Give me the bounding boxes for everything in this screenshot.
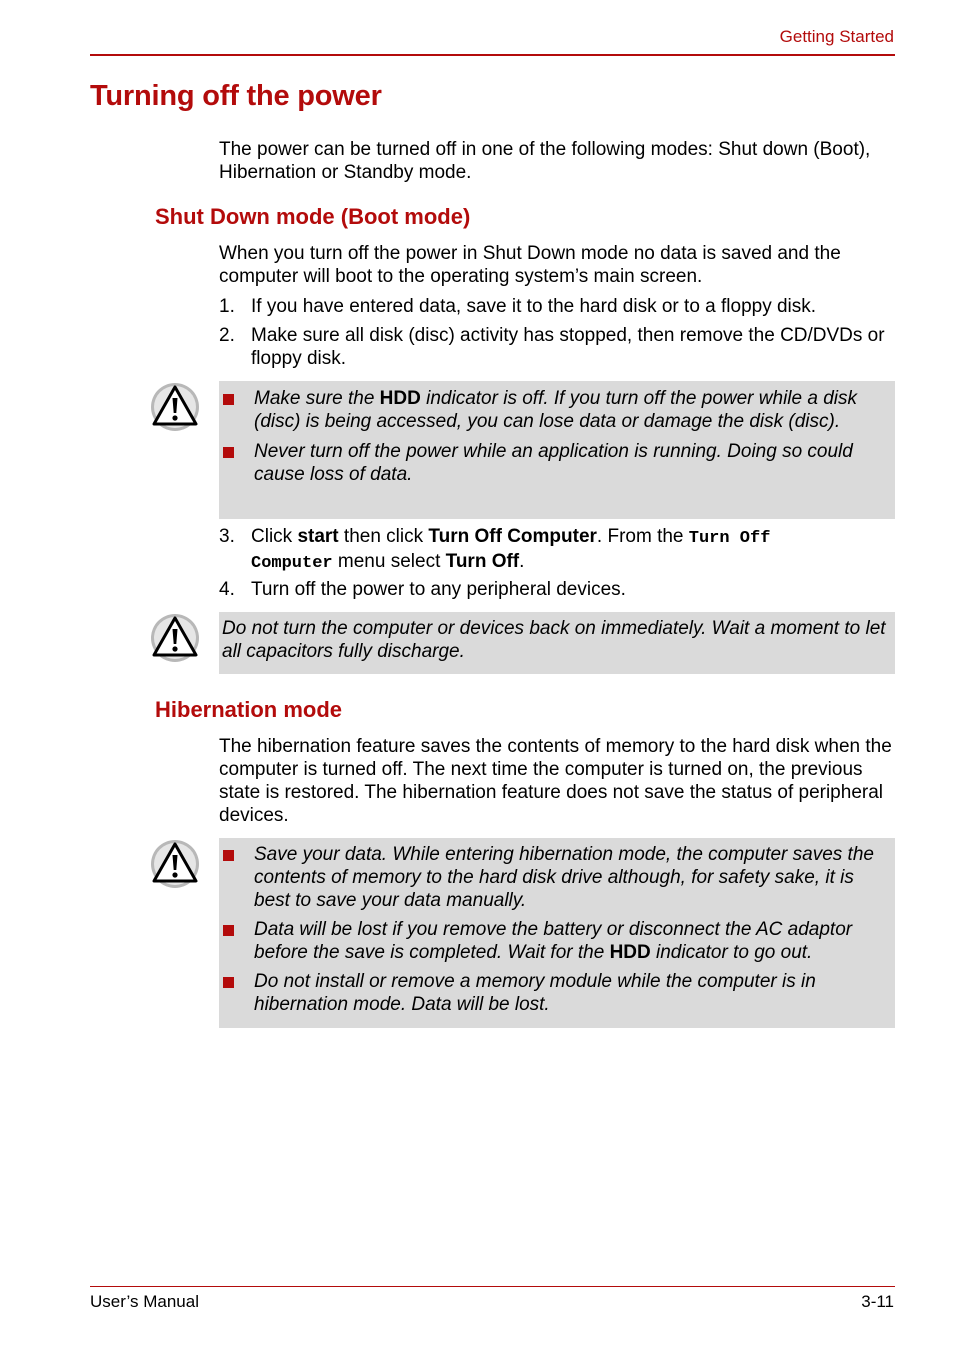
caution-item: Make sure the HDD indicator is off. If you turn off the power while a disk (disc) is being accessed, you can lose data or damage the disk (disc). <box>219 387 895 433</box>
header-rule <box>90 54 895 56</box>
square-bullet-icon <box>223 447 234 458</box>
square-bullet-icon <box>223 394 234 405</box>
caution-text: Do not turn the computer or devices back on immediately. Wait a moment to let all capacitors fully discharge. <box>222 618 886 662</box>
footer-rule <box>90 1286 895 1287</box>
square-bullet-icon <box>223 977 234 988</box>
list-number: 2. <box>219 325 235 346</box>
caution-box <box>219 381 895 519</box>
footer-manual-title: User’s Manual <box>90 1292 199 1311</box>
intro-paragraph: The power can be turned off in one of the following modes: Shut down (Boot), Hibernation or Standby mode. <box>219 139 871 183</box>
list-text: Click start then click Turn Off Computer. From the Turn Off Computer menu select Turn Off. <box>251 526 771 573</box>
list-item <box>219 578 895 601</box>
list-number: 1. <box>219 296 235 317</box>
shutdown-body: When you turn off the power in Shut Down mode no data is saved and the computer will boot to the operating system’s main screen. <box>219 243 841 287</box>
list-item <box>219 324 895 370</box>
square-bullet-icon <box>223 925 234 936</box>
hibernation-heading: Hibernation mode <box>155 697 343 722</box>
warning-triangle-icon <box>150 382 200 432</box>
caution-item: Data will be lost if you remove the battery or disconnect the AC adaptor before the save is completed. Wait for the HDD indicator to go out. <box>219 918 895 964</box>
square-bullet-icon <box>223 850 234 861</box>
list-number: 4. <box>219 579 235 600</box>
list-item <box>219 295 895 318</box>
hdd-term: HDD <box>379 388 421 409</box>
warning-triangle-icon <box>150 839 200 889</box>
warning-triangle-icon <box>150 613 200 663</box>
caution-item: Do not install or remove a memory module while the computer is in hibernation mode. Data will be lost. <box>219 970 895 1016</box>
menu-name: Turn Off <box>688 529 771 548</box>
list-text: Make sure all disk (disc) activity has stopped, then remove the CD/DVDs or floppy disk. <box>251 325 885 369</box>
shutdown-heading: Shut Down mode (Boot mode) <box>155 204 471 229</box>
list-text: If you have entered data, save it to the hard disk or to a floppy disk. <box>251 296 817 317</box>
caution-box <box>219 838 895 1028</box>
caution-item: Save your data. While entering hibernation mode, the computer saves the contents of memory to the hard disk drive although, for safety sake, it is best to save your data manually. <box>219 843 895 912</box>
list-number: 3. <box>219 526 235 547</box>
hibernation-body: The hibernation feature saves the contents of memory to the hard disk when the computer is turned off. The next time the computer is turned on, the previous state is restored. The hibernation feature does not save the status of peripheral devices. <box>219 736 892 826</box>
page-title: Turning off the power <box>90 80 382 112</box>
hdd-term: HDD <box>609 942 651 963</box>
running-header: Getting Started <box>779 27 894 46</box>
menu-name: Computer <box>251 554 333 573</box>
page-number: 3-11 <box>861 1292 894 1311</box>
caution-item: Never turn off the power while an application is running. Doing so could cause loss of data. <box>219 440 895 486</box>
caution-box <box>219 612 895 674</box>
list-text: Turn off the power to any peripheral devices. <box>251 579 626 600</box>
list-item <box>219 525 895 575</box>
